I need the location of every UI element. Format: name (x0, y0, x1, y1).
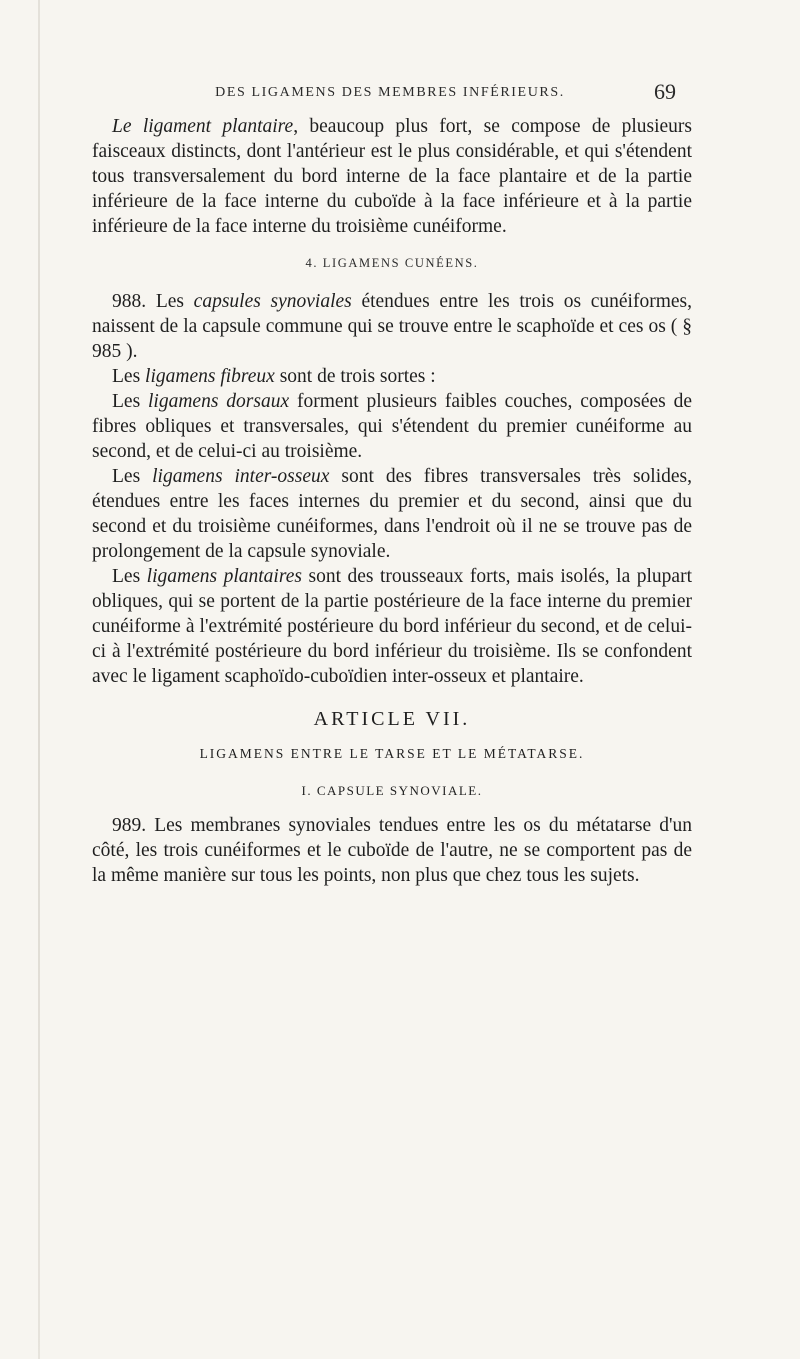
italic-term: ligamens inter-osseux (152, 466, 330, 487)
body-text (92, 114, 692, 888)
article-subheading: LIGAMENS ENTRE LE TARSE ET LE MÉTATARSE. (199, 746, 585, 761)
section-heading-capsule: I. CAPSULE SYNOVIALE. (301, 783, 483, 798)
italic-term: ligamens fibreux (145, 366, 275, 387)
paragraph-ligamens-dorsaux: Les ligamens dorsaux forment plusieurs faibles couches, composées de fibres obliques et transversales, qui s'étendent du premier cunéiforme au second, et de celui-ci au troisième. (92, 391, 693, 462)
paragraph-ligamens-plantaires: Les ligamens plantaires sont des trousseaux forts, mais isolés, la plupart obliques, qui se portent de la partie postérieure de la face interne du premier cunéiforme à l'extrémité postérieure du bord inférieur du second, et de celui-ci à l'extrémité postérieure du bord inférieur du troisième. Ils se confondent avec le ligament scaphoïdo-cuboïdien inter-osseux et plantaire. (92, 566, 693, 687)
paragraph-ligament-plantaire: Le ligament plantaire, beaucoup plus fort, se compose de plusieurs faisceaux distincts, dont l'antérieur est le plus considérable, et qui s'étendent tous transversalement du bord interne de la face plantaire et de la partie inférieure de la face interne du cuboïde à la face inférieure et à la partie inférieure de la face interne du troisième cunéiforme. (92, 116, 692, 237)
running-title: DES LIGAMENS DES MEMBRES INFÉRIEURS. (215, 85, 565, 100)
page-gutter-shadow (38, 0, 40, 1359)
paragraph-989: 989. Les membranes synoviales tendues entre les os du métatarse d'un côté, les trois cunéiformes et le cuboïde de l'autre, ne se comportent pas de la même manière sur tous les points, non plus que chez tous les sujets. (92, 815, 692, 886)
italic-term: ligamens plantaires (146, 566, 302, 587)
paragraph-ligamens-inter-osseux: Les ligamens inter-osseux sont des fibres transversales très solides, étendues entre les faces internes du premier et du second, ainsi que du second et du troisième cunéiformes, dans l'endroit où il ne se trouve pas de prolongement de la capsule synoviale. (92, 466, 692, 562)
page-number: 69 (654, 79, 676, 104)
italic-term: Le ligament plantaire (112, 116, 294, 137)
paragraph-ligamens-fibreux: Les ligamens fibreux sont de trois sortes : (112, 366, 436, 387)
paragraph-988: 988. Les capsules synoviales étendues entre les trois os cunéiformes, naissent de la capsule commune qui se trouve entre le scaphoïde et ces os ( § 985 ). (92, 291, 692, 362)
section-heading-cuneens: 4. LIGAMENS CUNÉENS. (305, 256, 479, 270)
italic-term: capsules synoviales (193, 291, 352, 312)
article-heading: ARTICLE VII. (313, 708, 471, 730)
italic-term: ligamens dorsaux (148, 391, 290, 412)
